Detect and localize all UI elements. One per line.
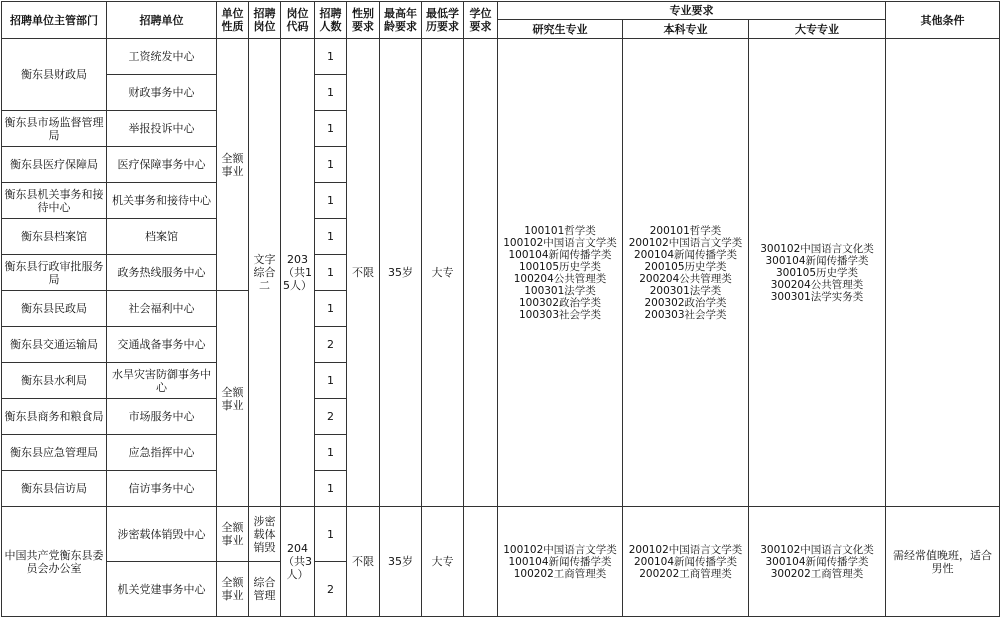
major-item: 300204公共管理类: [770, 278, 864, 291]
header-post: 招聘岗位: [249, 2, 281, 39]
major-item: 200101哲学类: [649, 224, 722, 237]
count-cell: 1: [315, 147, 347, 183]
degree-cell: [464, 507, 498, 617]
major-item: 200204公共管理类: [639, 272, 732, 285]
major-item: 100105历史学类: [518, 260, 602, 273]
header-max-age: 最高年龄要求: [380, 2, 422, 39]
count-cell: 1: [315, 363, 347, 399]
major-item: 300105历史学类: [775, 266, 859, 279]
count-cell: 1: [315, 291, 347, 327]
gender-cell: 不限: [347, 39, 380, 507]
major-item: 100202工商管理类: [513, 567, 607, 580]
unit-cell: 交通战备事务中心: [107, 327, 217, 363]
unit-cell: 信访事务中心: [107, 471, 217, 507]
code-cell: 203（共15人）: [281, 39, 315, 507]
header-grad-major: 研究生专业: [498, 20, 623, 39]
count-cell: 1: [315, 183, 347, 219]
major-item: 200202工商管理类: [639, 567, 732, 580]
college-major-list: [749, 507, 886, 617]
major-item: 200105历史学类: [644, 260, 727, 273]
major-item: 300202工商管理类: [770, 567, 864, 580]
major-item: 300104新闻传播学类: [765, 254, 869, 267]
major-item: 200102中国语言文学类: [628, 236, 743, 249]
header-count: 招聘人数: [315, 2, 347, 39]
count-cell: 1: [315, 255, 347, 291]
unit-cell: 机关党建事务中心: [107, 562, 217, 617]
max-age-cell: 35岁: [380, 507, 422, 617]
major-item: 100104新闻传播学类: [508, 248, 612, 261]
unit-cell: 财政事务中心: [107, 75, 217, 111]
major-item: 200104新闻传播学类: [633, 248, 738, 261]
count-cell: 1: [315, 111, 347, 147]
gender-cell: 不限: [347, 507, 380, 617]
major-item: 100204公共管理类: [513, 272, 607, 285]
post-cell: 综合管理: [249, 562, 281, 617]
dept-cell: 衡东县医疗保障局: [2, 147, 107, 183]
grad-major-list: [498, 39, 623, 507]
max-age-cell: 35岁: [380, 39, 422, 507]
unit-cell: 社会福利中心: [107, 291, 217, 327]
header-nature: 单位性质: [217, 2, 249, 39]
count-cell: 1: [315, 471, 347, 507]
major-item: 100303社会学类: [518, 308, 602, 321]
dept-cell: 衡东县行政审批服务局: [2, 255, 107, 291]
nature-cell: 全额事业: [217, 39, 249, 291]
unit-cell: 工资统发中心: [107, 39, 217, 75]
header-code: 岗位代码: [281, 2, 315, 39]
unit-cell: 市场服务中心: [107, 399, 217, 435]
dept-cell: 衡东县档案馆: [2, 219, 107, 255]
dept-cell: 衡东县商务和粮食局: [2, 399, 107, 435]
other-cell: [886, 39, 1000, 507]
major-item: 200303社会学类: [644, 308, 727, 321]
header-unit: 招聘单位: [107, 2, 217, 39]
major-item: 300102中国语言文化类: [760, 543, 874, 556]
unit-cell: 水旱灾害防御事务中心: [107, 363, 217, 399]
count-cell: 2: [315, 327, 347, 363]
major-item: 100102中国语言文学类: [503, 236, 617, 249]
dept-cell: 衡东县市场监督管理局: [2, 111, 107, 147]
major-item: 300104新闻传播学类: [765, 555, 869, 568]
unit-cell: 应急指挥中心: [107, 435, 217, 471]
unit-cell: 机关事务和接待中心: [107, 183, 217, 219]
min-edu-cell: 大专: [422, 39, 464, 507]
major-item: 100101哲学类: [524, 224, 596, 237]
major-item: 300102中国语言文化类: [760, 242, 874, 255]
header-other: 其他条件: [886, 2, 1000, 39]
post-cell: 文字综合二: [249, 39, 281, 507]
dept-cell: 衡东县交通运输局: [2, 327, 107, 363]
dept-cell: 衡东县应急管理局: [2, 435, 107, 471]
header-gender: 性别要求: [347, 2, 380, 39]
nature-cell: 全额事业: [217, 562, 249, 617]
code-cell: 204（共3人）: [281, 507, 315, 617]
post-cell: 涉密载体销毁: [249, 507, 281, 562]
header-degree: 学位要求: [464, 2, 498, 39]
header-college-major: 大专专业: [749, 20, 886, 39]
unit-cell: 档案馆: [107, 219, 217, 255]
count-cell: 2: [315, 562, 347, 617]
count-cell: 1: [315, 435, 347, 471]
dept-cell: 衡东县民政局: [2, 291, 107, 327]
dept-cell: 衡东县机关事务和接待中心: [2, 183, 107, 219]
count-cell: 1: [315, 507, 347, 562]
count-cell: 1: [315, 219, 347, 255]
count-cell: 2: [315, 399, 347, 435]
count-cell: 1: [315, 75, 347, 111]
major-item: 200104新闻传播学类: [633, 555, 738, 568]
major-item: 100104新闻传播学类: [508, 555, 612, 568]
header-min-edu: 最低学历要求: [422, 2, 464, 39]
nature-cell: 全额事业: [217, 291, 249, 507]
header-dept: 招聘单位主管部门: [2, 2, 107, 39]
min-edu-cell: 大专: [422, 507, 464, 617]
other-cell: 需经常值晚班，适合男性: [886, 507, 1000, 617]
major-item: 100102中国语言文学类: [503, 543, 617, 556]
degree-cell: [464, 39, 498, 507]
major-item: 100301法学类: [524, 284, 596, 297]
unit-cell: 涉密载体销毁中心: [107, 507, 217, 562]
recruitment-table: [1, 1, 1000, 617]
dept-cell: 衡东县信访局: [2, 471, 107, 507]
dept-cell: 衡东县水利局: [2, 363, 107, 399]
grad-major-list: [498, 507, 623, 617]
unit-cell: 医疗保障事务中心: [107, 147, 217, 183]
bachelor-major-list: [623, 39, 749, 507]
unit-cell: 政务热线服务中心: [107, 255, 217, 291]
count-cell: 1: [315, 39, 347, 75]
header-major-group: 专业要求: [498, 2, 886, 20]
major-item: 300301法学实务类: [770, 290, 864, 303]
bachelor-major-list: [623, 507, 749, 617]
nature-cell: 全额事业: [217, 507, 249, 562]
major-item: 200302政治学类: [644, 296, 727, 309]
header-bachelor-major: 本科专业: [623, 20, 749, 39]
major-item: 200301法学类: [649, 284, 722, 297]
dept-cell: 中国共产党衡东县委员会办公室: [2, 507, 107, 617]
college-major-list: [749, 39, 886, 507]
dept-cell: 衡东县财政局: [2, 39, 107, 111]
major-item: 200102中国语言文学类: [628, 543, 743, 556]
unit-cell: 举报投诉中心: [107, 111, 217, 147]
major-item: 100302政治学类: [518, 296, 602, 309]
